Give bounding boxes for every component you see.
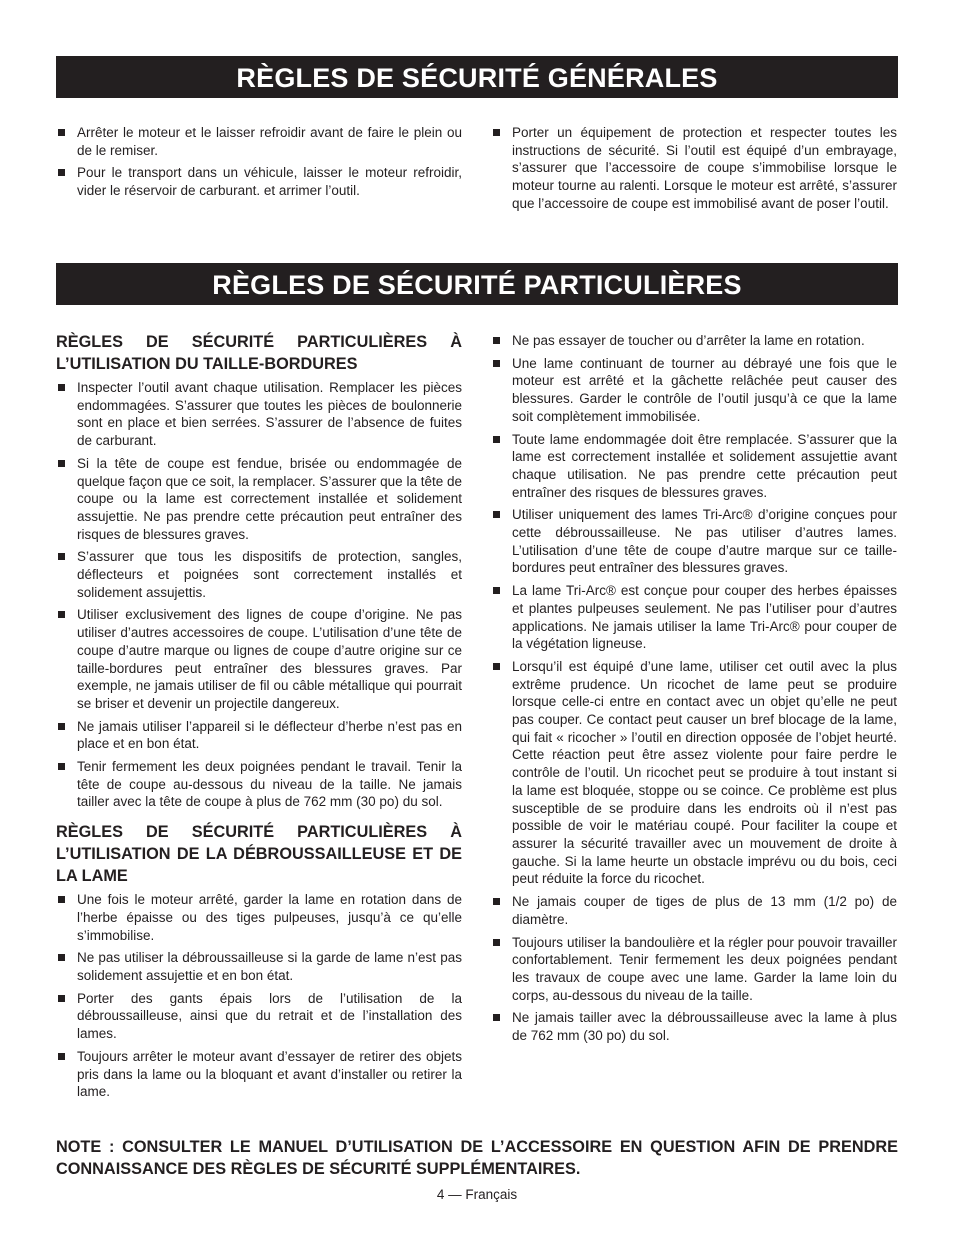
list-item: Porter un équipement de protection et respecter toutes les instructions de sécurité. Si l’outil est équipé d’un embrayage, s’assurer que l’accessoire de coupe s’immobilise lorsque le moteur tourne au ralenti. Lorsque le moteur est arrêté, s’assurer que l’accessoire de coupe est immobilisé avant de poser l’outil. xyxy=(491,124,897,213)
list-item: Toujours arrêter le moteur avant d’essayer de retirer des objets pris dans la lame ou la bloquant et avant d’installer ou retirer la lame. xyxy=(56,1048,462,1101)
list-item: Pour le transport dans un véhicule, laisser le moteur refroidir, vider le réservoir de carburant. et arrimer l’outil. xyxy=(56,164,462,199)
trimmer-rules-heading: RÈGLES DE SÉCURITÉ PARTICULIÈRES À L’UTILISATION DU TAILLE-BORDURES xyxy=(56,333,462,373)
list-item: Ne pas essayer de toucher ou d’arrêter la lame en rotation. xyxy=(491,332,897,350)
list-item: Ne pas utiliser la débroussailleuse si la garde de lame n’est pas solidement assujettie et en bon état. xyxy=(56,949,462,984)
particular-rules-banner: RÈGLES DE SÉCURITÉ PARTICULIÈRES xyxy=(56,263,898,305)
list-item: Ne jamais couper de tiges de plus de 13 mm (1/2 po) de diamètre. xyxy=(491,893,897,928)
general-left-column xyxy=(56,124,462,205)
list-item: La lame Tri-Arc® est conçue pour couper des herbes épaisses et plantes pulpeuses seulement. Ne pas l’utiliser pour d’autres applications. Ne jamais utiliser la lame Tri-Arc® pour couper de la végétation ligneuse. xyxy=(491,582,897,653)
general-rules-banner: RÈGLES DE SÉCURITÉ GÉNÉRALES xyxy=(56,56,898,98)
list-item: Porter des gants épais lors de l’utilisation de la débroussailleuse, ainsi que du retrait et de l’installation des lames. xyxy=(56,990,462,1043)
general-right-column xyxy=(491,124,897,218)
list-item: Toujours utiliser la bandoulière et la régler pour pouvoir travailler confortablement. Tenir fermement les deux poignées pendant les travaux de coupe avec une lame. Garder la lame loin du corps, au-dessous du niveau de la taille. xyxy=(491,934,897,1005)
particular-left-column xyxy=(56,331,462,1106)
list-item: S’assurer que tous les dispositifs de protection, sangles, déflecteurs et poignées sont correctement installés et solidement assujettis. xyxy=(56,548,462,601)
list-item: Une fois le moteur arrêté, garder la lame en rotation dans de l’herbe épaisse ou des tiges pulpeuses, jusqu’à ce qu’elle s’immobilise. xyxy=(56,891,462,944)
list-item: Ne jamais tailler avec la débroussailleuse avec la lame à plus de 762 mm (30 po) du sol. xyxy=(491,1009,897,1044)
particular-right-column xyxy=(491,332,897,1050)
supplementary-rules-note: NOTE : CONSULTER LE MANUEL D’UTILISATION DE L’ACCESSOIRE EN QUESTION AFIN DE PRENDRE CONNAISSANCE DES RÈGLES DE SÉCURITÉ SUPPLÉMENTAIRES. xyxy=(56,1138,898,1178)
brushcutter-rules-heading: RÈGLES DE SÉCURITÉ PARTICULIÈRES À L’UTILISATION DE LA DÉBROUSSAILLEUSE ET DE LA LAME xyxy=(56,823,462,886)
page-footer: 4 — Français xyxy=(436,1187,518,1202)
list-item: Utiliser uniquement des lames Tri-Arc® d’origine conçues pour cette débroussailleuse. Ne pas utiliser d’autres lames. L’utilisation d’une tête de coupe d’autre marque sur ce taille-bordures peut entraîner des blessures graves. xyxy=(491,506,897,577)
list-item: Lorsqu’il est équipé d’une lame, utiliser cet outil avec la plus extrême prudence. Un ricochet de lame peut se produire lorsque celle-ci entre en contact avec un objet qu’elle ne peut pas couper. Ce contact peut causer un bref blocage de la lame, qui fait « ricocher » l’outil en direction opposée de l’objet heurté. Cette réaction peut être assez violente pour faire perdre le contrôle de l’outil. Un ricochet peut se produire à tout instant si la lame est bloquée, stoppe ou se coince. Ce problème est plus susceptible de se produire dans les endroits où il n’est pas possible de voir le matériau coupé. Pour faciliter la coupe et assurer la sécurité travailler avec un mouvement de droite à gauche. Si la lame heurte un obstacle imprévu ou du bois, ceci peut réduite la force du ricochet. xyxy=(491,658,897,888)
list-item: Arrêter le moteur et le laisser refroidir avant de faire le plein ou de le remiser. xyxy=(56,124,462,159)
list-item: Une lame continuant de tourner au débrayé une fois que le moteur est arrêté et la gâchette relâchée peut causer des blessures. Garder le contrôle de l’outil jusqu’à ce que la lame soit complètement immobilisée. xyxy=(491,355,897,426)
list-item: Si la tête de coupe est fendue, brisée ou endommagée de quelque façon que ce soit, la remplacer. S’assurer que la tête de coupe ou la lame est correctement installée et solidement assujettie. Ne pas prendre cette précaution peut entraîner des risques de blessures graves. xyxy=(56,455,462,544)
list-item: Utiliser exclusivement des lignes de coupe d’origine. Ne pas utiliser d’autres accessoires de coupe. L’utilisation d’une tête de coupe d’autre marque ou lignes de coupe d’autre origine sur ce taille-bordures peut entraîner des blessures graves. Par exemple, ne jamais utiliser de fil ou câble métallique qui pourrait se briser et devenir un projectile dangereux. xyxy=(56,606,462,712)
list-item: Ne jamais utiliser l’appareil si le déflecteur d’herbe n’est pas en place et en bon état. xyxy=(56,718,462,753)
list-item: Inspecter l’outil avant chaque utilisation. Remplacer les pièces endommagées. S’assurer que toutes les pièces de boulonnerie sont en place et bien serrées. S’assurer de l’absence de fuites de carburant. xyxy=(56,379,462,450)
list-item: Toute lame endommagée doit être remplacée. S’assurer que la lame est correctement installée et solidement assujettie avant chaque utilisation. Ne pas prendre cette précaution peut entraîner des risques de blessures graves. xyxy=(491,431,897,502)
list-item: Tenir fermement les deux poignées pendant le travail. Tenir la tête de coupe au-dessous du niveau de la taille. Ne jamais tailler avec la tête de coupe à plus de 762 mm (30 po) du sol. xyxy=(56,758,462,811)
